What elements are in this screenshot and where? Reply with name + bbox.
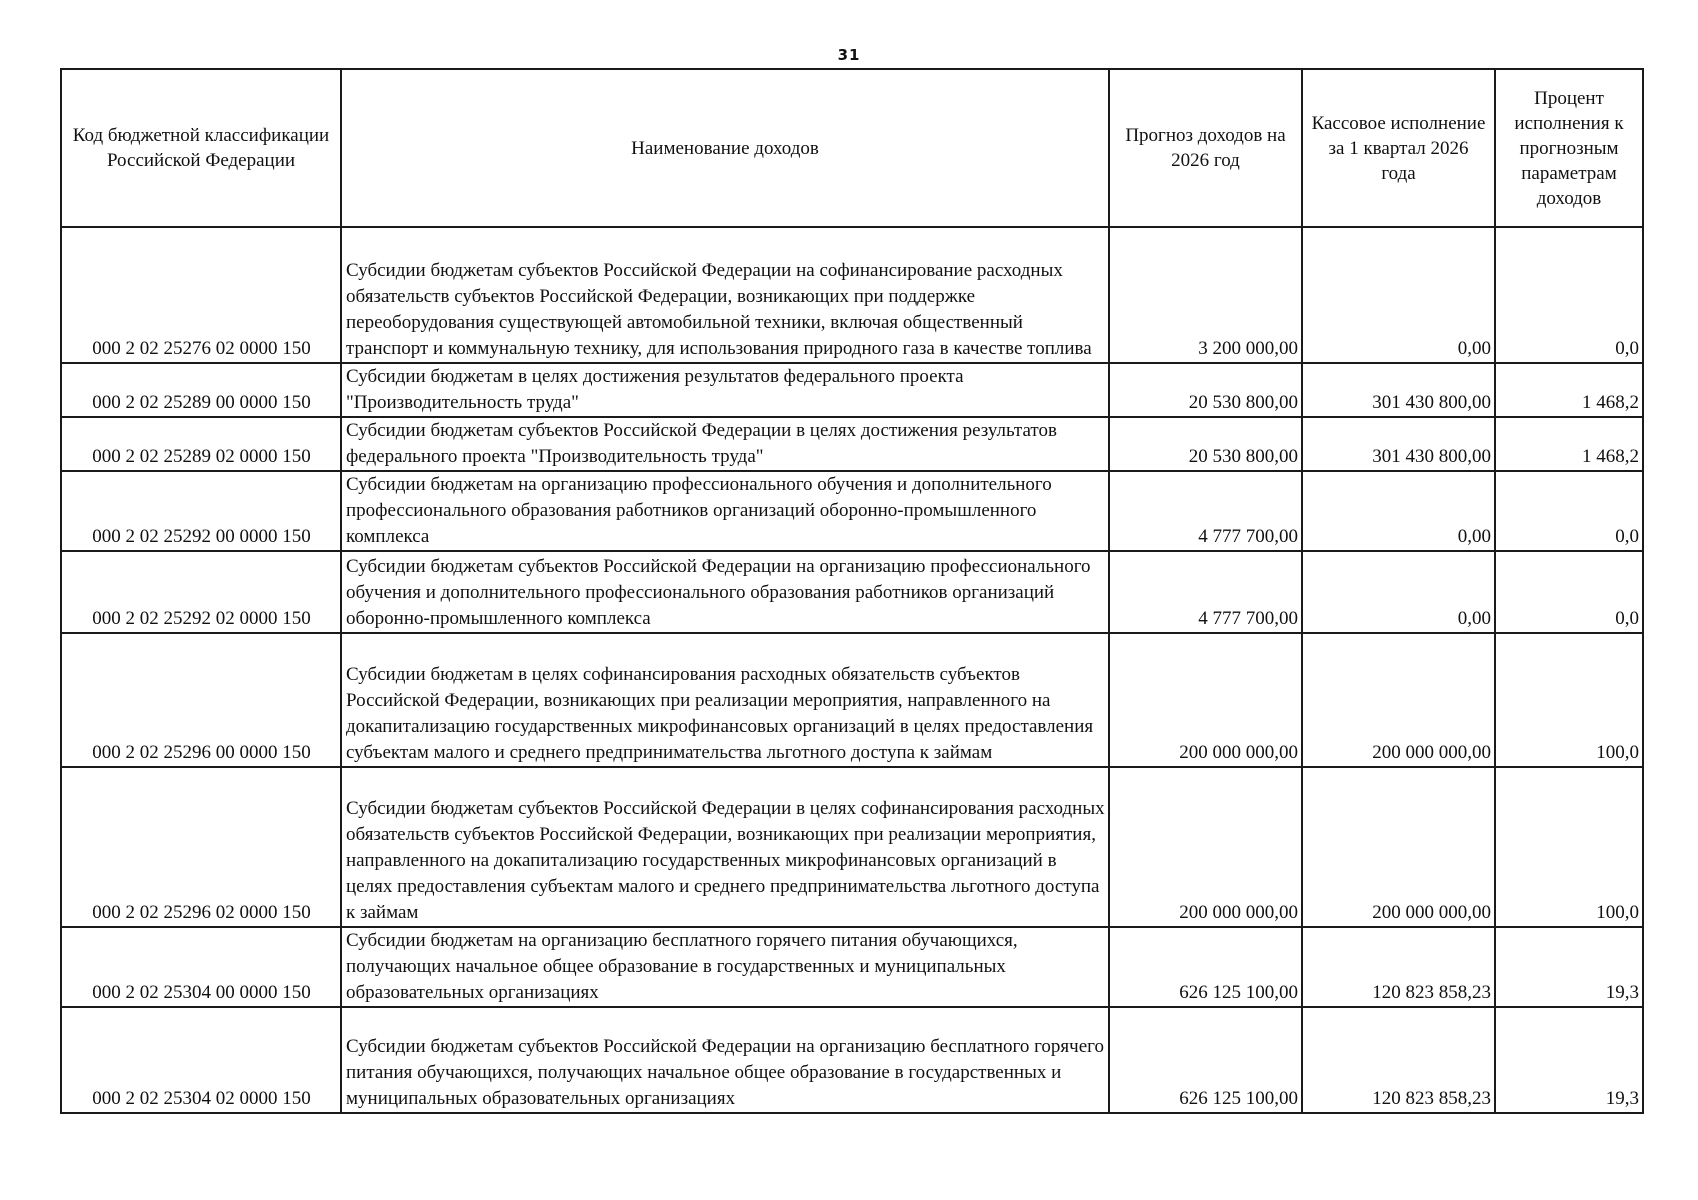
row-cash: 0,00 [1302,471,1495,551]
row-name: Субсидии бюджетам на организацию профессионального обучения и дополнительного профессионального образования работников организаций оборонно-промышленного комплекса [341,471,1109,551]
row-code: 000 2 02 25292 00 0000 150 [61,471,341,551]
row-code: 000 2 02 25289 02 0000 150 [61,417,341,471]
row-percent: 0,0 [1495,551,1643,633]
row-name: Субсидии бюджетам на организацию бесплатного горячего питания обучающихся, получающих начальное общее образование в государственных и муниципальных образовательных организациях [341,927,1109,1007]
row-cash: 0,00 [1302,551,1495,633]
row-code: 000 2 02 25296 02 0000 150 [61,767,341,927]
table-row [61,363,1643,417]
row-cash: 0,00 [1302,227,1495,363]
table-row [61,927,1643,1007]
row-cash: 301 430 800,00 [1302,417,1495,471]
row-cash: 120 823 858,23 [1302,1007,1495,1113]
table-row [61,551,1643,633]
row-percent: 0,0 [1495,227,1643,363]
row-name: Субсидии бюджетам в целях достижения результатов федерального проекта "Производительность труда" [341,363,1109,417]
row-cash: 200 000 000,00 [1302,767,1495,927]
row-forecast: 3 200 000,00 [1109,227,1302,363]
row-cash: 301 430 800,00 [1302,363,1495,417]
row-code: 000 2 02 25292 02 0000 150 [61,551,341,633]
header-name: Наименование доходов [341,69,1109,227]
row-forecast: 20 530 800,00 [1109,417,1302,471]
row-name: Субсидии бюджетам в целях софинансирования расходных обязательств субъектов Российской Федерации, возникающих при реализации мероприятия, направленного на докапитализацию государственных микрофинансовых организаций в целях предоставления субъектам малого и среднего предпринимательства льготного доступа к займам [341,633,1109,767]
table-row [61,227,1643,363]
row-percent: 19,3 [1495,927,1643,1007]
row-percent: 1 468,2 [1495,363,1643,417]
row-forecast: 4 777 700,00 [1109,471,1302,551]
row-forecast: 626 125 100,00 [1109,1007,1302,1113]
income-table [60,68,1644,1114]
row-code: 000 2 02 25276 02 0000 150 [61,227,341,363]
row-code: 000 2 02 25304 00 0000 150 [61,927,341,1007]
row-forecast: 20 530 800,00 [1109,363,1302,417]
row-code: 000 2 02 25296 00 0000 150 [61,633,341,767]
row-name: Субсидии бюджетам субъектов Российской Федерации в целях софинансирования расходных обязательств субъектов Российской Федерации, возникающих при реализации мероприятия, направленного на докапитализацию государственных микрофинансовых организаций в целях предоставления субъектам малого и среднего предпринимательства льготного доступа к займам [341,767,1109,927]
row-forecast: 200 000 000,00 [1109,767,1302,927]
row-name: Субсидии бюджетам субъектов Российской Федерации на софинансирование расходных обязательств субъектов Российской Федерации, возникающих при поддержке переоборудования существующей автомобильной техники, включая общественный транспорт и коммунальную технику, для использования природного газа в качестве топлива [341,227,1109,363]
row-code: 000 2 02 25304 02 0000 150 [61,1007,341,1113]
row-name: Субсидии бюджетам субъектов Российской Федерации на организацию профессионального обучения и дополнительного профессионального образования работников организаций оборонно-промышленного комплекса [341,551,1109,633]
row-code: 000 2 02 25289 00 0000 150 [61,363,341,417]
header-forecast: Прогноз доходов на 2026 год [1109,69,1302,227]
row-name: Субсидии бюджетам субъектов Российской Федерации на организацию бесплатного горячего питания обучающихся, получающих начальное общее образование в государственных и муниципальных образовательных организациях [341,1007,1109,1113]
row-percent: 1 468,2 [1495,417,1643,471]
table-row [61,767,1643,927]
table-row [61,417,1643,471]
row-forecast: 626 125 100,00 [1109,927,1302,1007]
table-row [61,471,1643,551]
row-cash: 120 823 858,23 [1302,927,1495,1007]
row-cash: 200 000 000,00 [1302,633,1495,767]
header-percent: Процент исполнения к прогнозным параметрам доходов [1495,69,1643,227]
row-percent: 19,3 [1495,1007,1643,1113]
table-row [61,1007,1643,1113]
table-row [61,633,1643,767]
row-forecast: 4 777 700,00 [1109,551,1302,633]
row-name: Субсидии бюджетам субъектов Российской Федерации в целях достижения результатов федерального проекта "Производительность труда" [341,417,1109,471]
table-header-row [61,69,1643,227]
header-cash: Кассовое исполнение за 1 квартал 2026 года [1302,69,1495,227]
page-number: 31 [837,46,861,64]
header-code: Код бюджетной классификации Российской Федерации [61,69,341,227]
row-percent: 0,0 [1495,471,1643,551]
row-percent: 100,0 [1495,767,1643,927]
row-percent: 100,0 [1495,633,1643,767]
row-forecast: 200 000 000,00 [1109,633,1302,767]
